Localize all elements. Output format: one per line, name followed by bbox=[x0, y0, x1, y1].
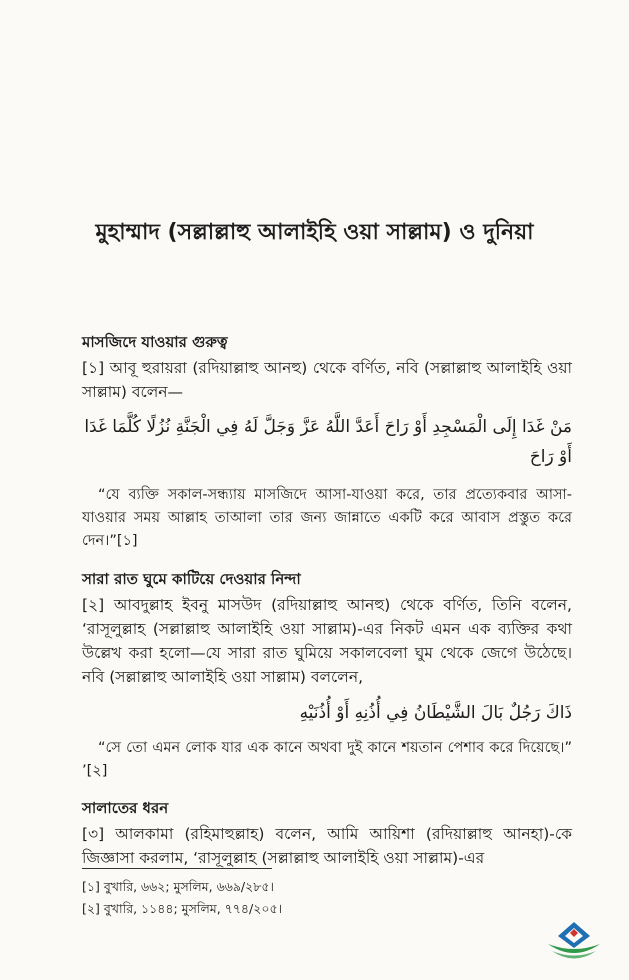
hadith-2-translation: “সে তো এমন লোক যার এক কানে অথবা দুই কানে শয়তান পেশাব করে দিয়েছে।” ’[২] bbox=[82, 740, 572, 779]
section-heading-mosque: মাসজিদে যাওয়ার গুরুত্ব bbox=[82, 333, 228, 351]
footnote-divider bbox=[82, 868, 272, 869]
hadith-1-text: [১] আবূ হুরায়রা (রদিয়াল্লাহু আনহু) থেকে বর্ণিত, নবি (সল্লাল্লাহু আলাইহি ওয়া সাল্লাম) বলেন— bbox=[82, 359, 572, 401]
hadith-1-translation: “যে ব্যক্তি সকাল-সন্ধ্যায় মাসজিদে আসা-যাওয়া করে, তার প্রত্যেকবার আসা-যাওয়ার সময় আল্লাহ তাআলা তার জন্য জান্নাতে একটি করে আবাস প্রস্তুত করে দেন।”[১] bbox=[82, 487, 572, 549]
hadith-2-arabic: ذَاكَ رَجُلٌ بَالَ الشَّيْطَانُ فِي أُذُنِهِ أَوْ أُذُنَيْهِ bbox=[299, 703, 572, 723]
hadith-2-text: [২] আবদুল্লাহ ইবনু মাসউদ (রদিয়াল্লাহু আনহু) থেকে বর্ণিত, তিনি বলেন, ‘রাসূলুল্লাহ (সল্লাল্লাহু আলাইহি ওয়া সাল্লাম)-এর নিকট এমন এক ব্যক্তির কথা উল্লেখ করা হলো—যে সারা রাত ঘুমিয়ে সকালবেলা ঘুম থেকে জেগে উঠেছে। নবি (সল্লাল্লাহু আলাইহি ওয়া সাল্লাম) বললেন, bbox=[82, 596, 572, 686]
hadith-1-arabic: مَنْ غَدَا إِلَى الْمَسْجِدِ أَوْ رَاحَ أَعَدَّ اللَّهُ عَزَّ وَجَلَّ لَهُ فِي الْجَنَّةِ نُزُلًا كُلَّمَا غَدَا أَوْ رَاحَ bbox=[84, 417, 572, 467]
section-heading-prayer: সালাতের ধরন bbox=[82, 799, 169, 817]
section-heading-sleep: সারা রাত ঘুমে কাটিয়ে দেওয়ার নিন্দা bbox=[82, 570, 301, 588]
footnote-2: [২] বুখারি, ১১৪৪; মুসলিম, ৭৭৪/২০৫। bbox=[82, 901, 283, 916]
chapter-title: মুহাম্মাদ (সল্লাল্লাহু আলাইহি ওয়া সাল্লাম) ও দুনিয়া bbox=[95, 220, 534, 245]
publisher-logo-icon bbox=[544, 918, 604, 964]
hadith-3-text: [৩] আলকামা (রহিমাহুল্লাহ) বলেন, আমি আয়িশা (রদিয়াল্লাহু আনহা)-কে জিজ্ঞাসা করলাম, ‘রাসূলুল্লাহ (সল্লাল্লাহু আলাইহি ওয়া সাল্লাম)-এর bbox=[82, 825, 572, 867]
footnote-1: [১] বুখারি, ৬৬২; মুসলিম, ৬৬৯/২৮৫। bbox=[82, 879, 274, 894]
